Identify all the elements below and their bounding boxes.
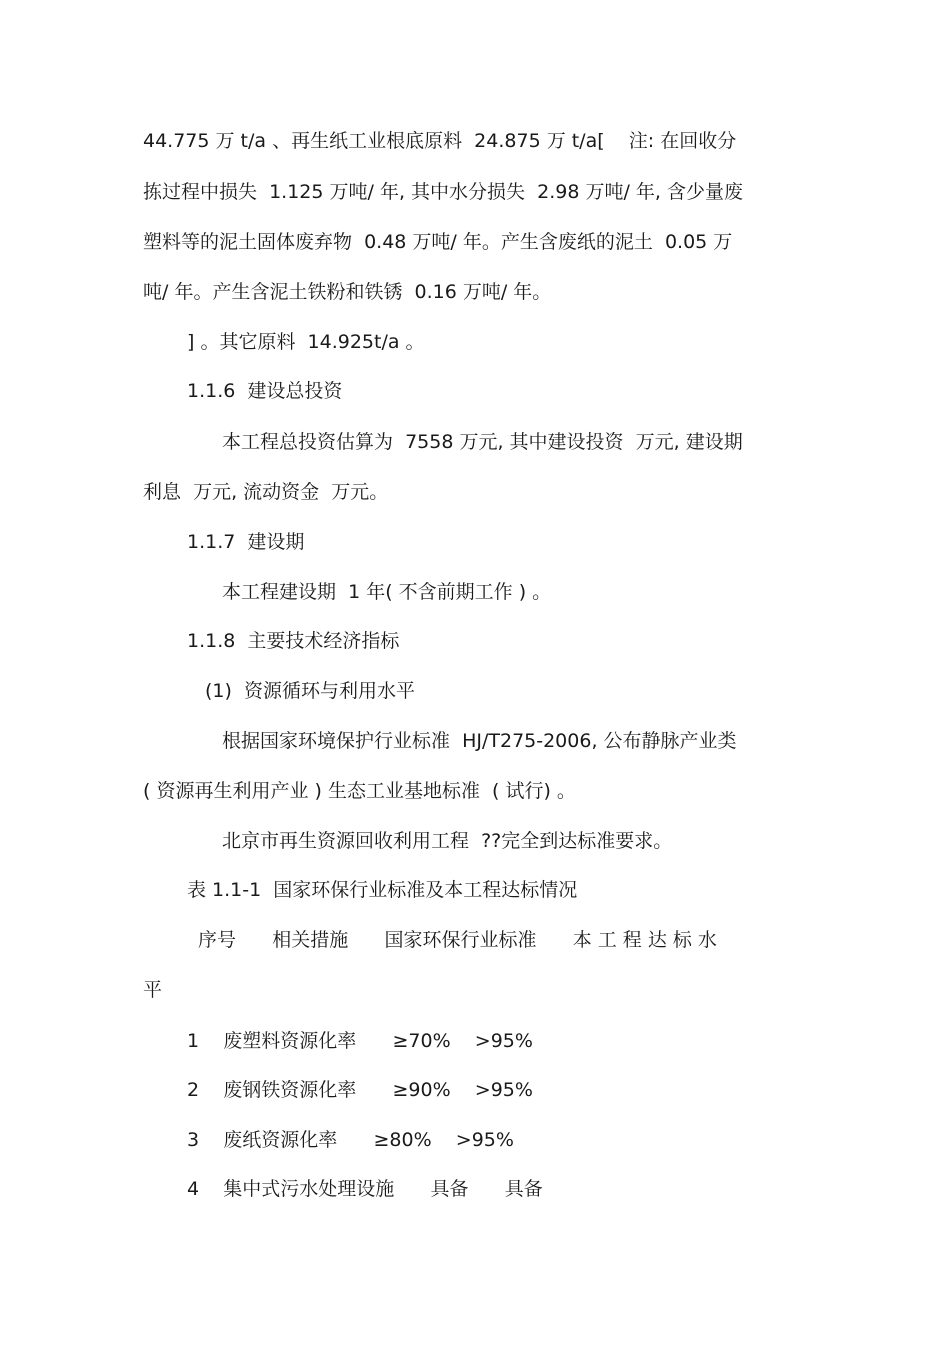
table-caption: 表 1.1-1 国家环保行业标准及本工程达标情况	[187, 879, 578, 901]
table-header-row: 平	[143, 979, 163, 1001]
table-row: 4 集中式污水处理设施 具备 具备	[187, 1178, 543, 1200]
section-heading: 1.1.8 主要技术经济指标	[187, 630, 400, 652]
paragraph-line: 本工程总投资估算为 7558 万元, 其中建设投资 万元, 建设期	[222, 431, 743, 453]
table-row: 2 废钢铁资源化率 ≥90% >95%	[187, 1079, 533, 1101]
subsection-heading: (1) 资源循环与利用水平	[205, 680, 415, 702]
paragraph-line: 44.775 万 t/a 、再生纸工业根底原料 24.875 万 t/a[ 注: 在回收分	[143, 130, 737, 152]
table-row: 3 废纸资源化率 ≥80% >95%	[187, 1129, 514, 1151]
paragraph-line: 根据国家环境保护行业标准 HJ/T275-2006, 公布静脉产业类	[222, 730, 737, 752]
paragraph-line: 吨/ 年。产生含泥土铁粉和铁锈 0.16 万吨/ 年。	[143, 281, 552, 303]
paragraph-line: ] 。其它原料 14.925t/a 。	[187, 331, 425, 353]
paragraph-line: ( 资源再生利用产业 ) 生态工业基地标准 ( 试行) 。	[143, 780, 576, 802]
paragraph-line: 拣过程中损失 1.125 万吨/ 年, 其中水分损失 2.98 万吨/ 年, 含少量废	[143, 181, 743, 203]
section-heading: 1.1.7 建设期	[187, 531, 305, 553]
paragraph-line: 本工程建设期 1 年( 不含前期工作 ) 。	[222, 581, 552, 603]
table-header-row: 序号 相关措施 国家环保行业标准 本 工 程 达 标 水	[198, 929, 717, 951]
section-heading: 1.1.6 建设总投资	[187, 380, 343, 402]
paragraph-line: 塑料等的泥土固体废弃物 0.48 万吨/ 年。产生含废纸的泥土 0.05 万	[143, 231, 733, 253]
paragraph-line: 利息 万元, 流动资金 万元。	[143, 481, 389, 503]
paragraph-line: 北京市再生资源回收利用工程 ??完全到达标准要求。	[222, 830, 673, 852]
table-row: 1 废塑料资源化率 ≥70% >95%	[187, 1030, 533, 1052]
